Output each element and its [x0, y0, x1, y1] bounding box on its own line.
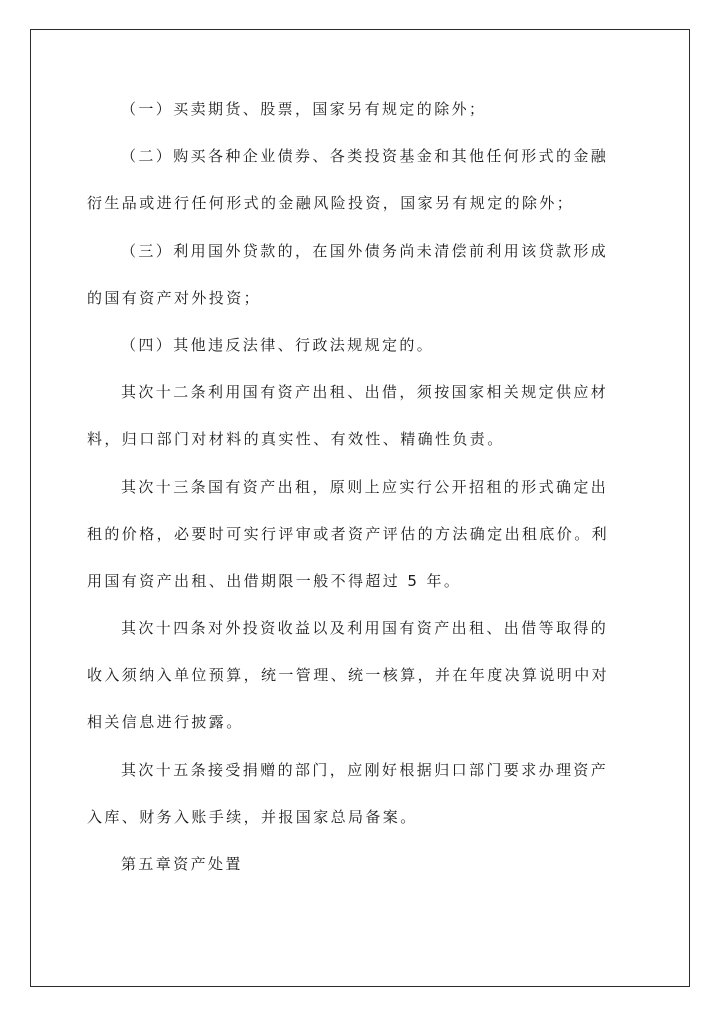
paragraph-line: 其次十二条利用国有资产出租、出借，须按国家相关规定供应材	[121, 383, 609, 402]
paragraph-line: 其次十三条国有资产出租，原则上应实行公开招租的形式确定出	[121, 477, 609, 496]
paragraph-line: 用国有资产出租、出借期限一般不得超过 5 年。	[87, 571, 462, 590]
document-body	[87, 92, 635, 894]
paragraph-line: 其次十四条对外投资收益以及利用国有资产出租、出借等取得的	[121, 619, 609, 638]
chapter-heading: 第五章资产处置	[121, 855, 243, 873]
paragraph-line: （二）购买各种企业债券、各类投资基金和其他任何形式的金融	[121, 147, 609, 166]
paragraph-line: 的国有资产对外投资；	[87, 288, 262, 307]
paragraph-line: 衍生品或进行任何形式的金融风险投资，国家另有规定的除外；	[87, 194, 575, 213]
paragraph-line: 相关信息进行披露。	[87, 713, 244, 732]
paragraph-line: 其次十五条接受捐赠的部门，应刚好根据归口部门要求办理资产	[121, 760, 609, 779]
paragraph-line: 料，归口部门对材料的真实性、有效性、精确性负责。	[87, 430, 505, 449]
paragraph-line: 入库、财务入账手续，并报国家总局备案。	[87, 807, 418, 826]
paragraph-line: （四）其他违反法律、行政法规规定的。	[121, 335, 435, 354]
paragraph-line: 租的价格，必要时可实行评审或者资产评估的方法确定出租底价。利	[87, 524, 610, 543]
paragraph-line: （一）买卖期货、股票，国家另有规定的除外；	[121, 100, 487, 118]
paragraph-line: （三）利用国外贷款的，在国外债务尚未清偿前利用该贷款形成	[121, 241, 609, 260]
paragraph-line: 收入须纳入单位预算，统一管理、统一核算，并在年度决算说明中对	[87, 666, 610, 685]
